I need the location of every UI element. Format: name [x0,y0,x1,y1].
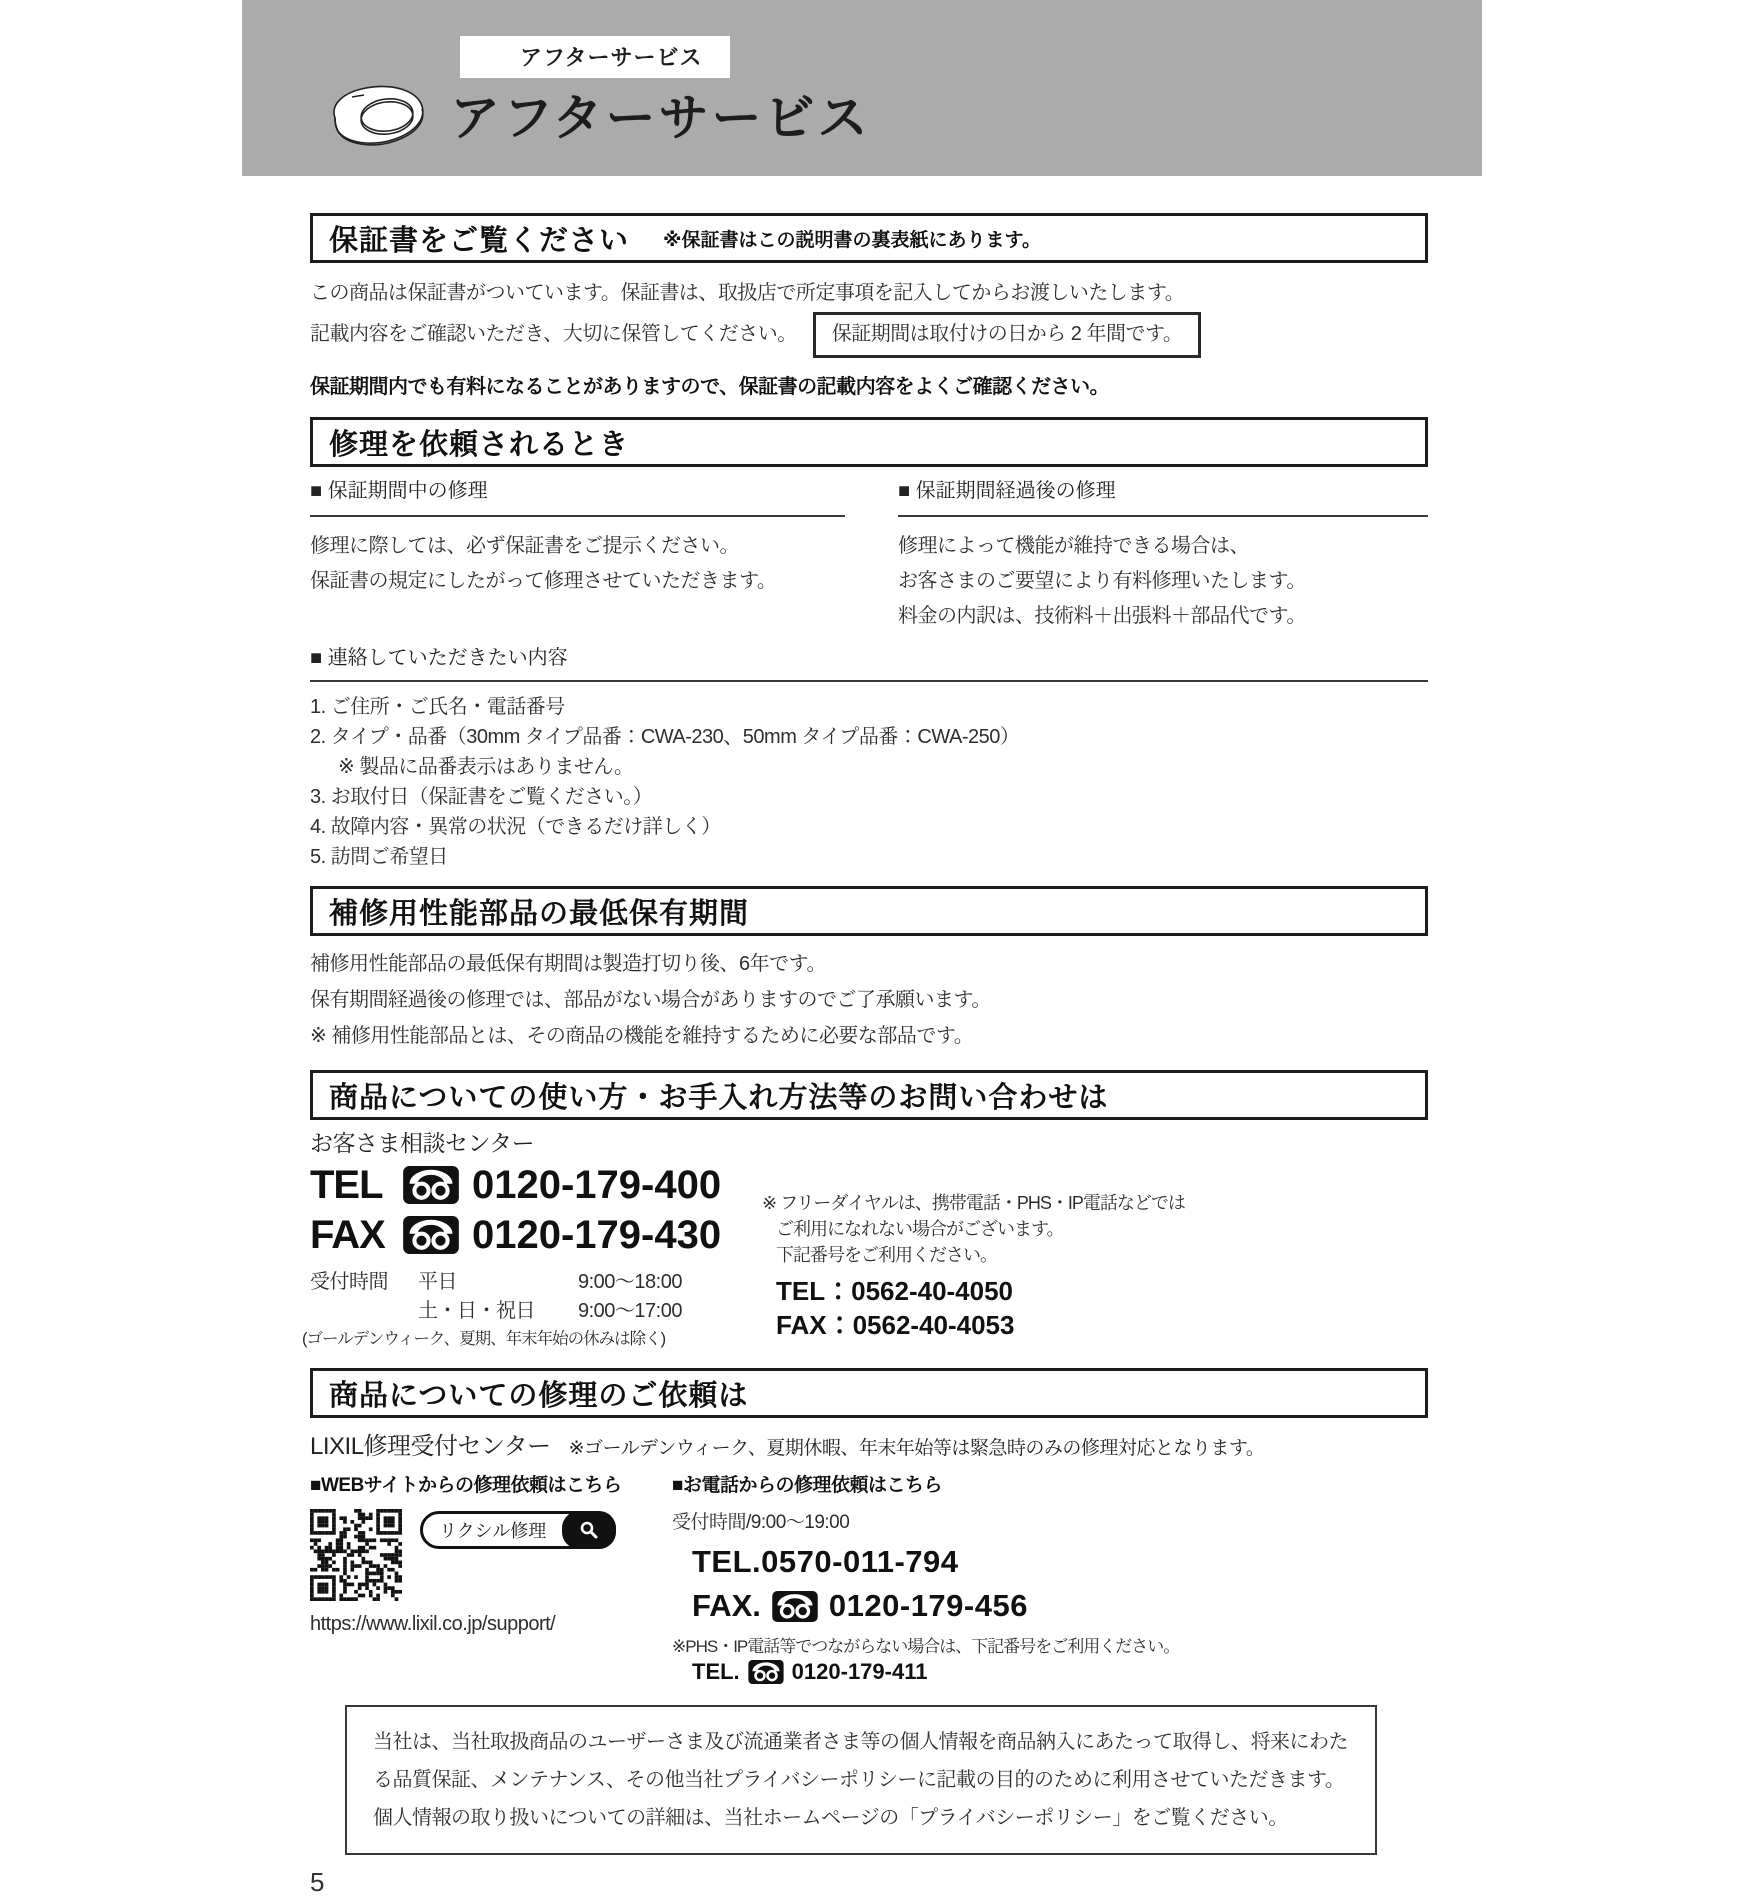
repair-col1-line: 保証書の規定にしたがって修理させていただきます。 [310,570,777,592]
parts-line: 補修用性能部品の最低保有期間は製造打切り後、6年です。 [310,953,827,975]
contact-list-item: 5. 訪問ご希望日 [310,846,448,868]
repair-col1-line: 修理に際しては、必ず保証書をご提示ください。 [310,535,739,557]
contact-list-item: 1. ご住所・ご氏名・電話番号 [310,696,565,718]
repair-heading: 修理を依頼されるとき [329,428,630,461]
contact-list-item: 2. タイプ・品番（30mm タイプ品番：CWA-230、50mm タイプ品番：CWA-250） [310,726,1020,748]
contact-list-item: 4. 故障内容・異常の状況（できるだけ詳しく） [310,816,721,838]
search-button [562,1511,616,1549]
parts-heading: 補修用性能部品の最低保有期間 [329,897,750,930]
qr-row [310,1509,672,1601]
tel-number: 0120-179-400 [472,1162,722,1207]
warranty-period-box: 保証期間は取付けの日から 2 年間です。 [813,312,1202,358]
warranty-line2: 記載内容をご確認いただき、大切に保管してください。 [310,323,797,345]
freedial-icon [402,1166,460,1204]
search-icon [579,1520,599,1540]
contact-list-note: ※ 製品に品番表示はありません。 [338,756,634,778]
section-heading-inquiry [310,1070,1428,1120]
section-heading-repair [310,417,1428,467]
section-heading-warranty [310,213,1428,263]
header-title-row [322,78,871,150]
repair-col2-line: 料金の内訳は、技術料＋出張料＋部品代です。 [898,605,1306,627]
fax-number: 0120-179-430 [472,1212,722,1257]
section-heading-repair-request [310,1368,1428,1418]
privacy-line: 個人情報の取り扱いについての詳細は、当社ホームページの「プライバシーポリシー」をご覧ください。 [373,1807,1288,1829]
repair-fax-row [692,1588,1428,1624]
alt-fax-number: FAX：0562-40-4053 [776,1310,1015,1340]
freedial-icon [402,1216,460,1254]
freedial-icon [771,1591,819,1622]
hours-weekend-label: 土・日・祝日 [418,1300,535,1322]
parts-line: ※ 補修用性能部品とは、その商品の機能を維持するために必要な部品です。 [310,1025,974,1047]
lixil-center-note: ※ゴールデンウィーク、夏期休暇、年末年始等は緊急時のみの修理対応となります。 [568,1438,1265,1459]
freedial-note-line: ※ フリーダイヤルは、携帯電話・PHS・IP電話などでは [762,1193,1185,1213]
fax-label: FAX [310,1212,385,1257]
freedial-note-line: 下記番号をご利用ください。 [776,1245,997,1265]
warranty-paragraph [310,275,1428,358]
repair-tel-number: TEL.0570-011-794 [692,1544,959,1579]
section-tab-label: アフターサービス [520,45,703,70]
repair-column-after-warranty [898,477,1428,634]
section-heading-parts [310,886,1428,936]
repair-col2-line: お客さまのご要望により有料修理いたします。 [898,570,1306,592]
freedial-note-block [762,1190,1402,1342]
warranty-heading-note: ※保証書はこの説明書の裏表紙にあります。 [663,229,1041,251]
freedial-icon [748,1660,784,1684]
phone-request-note: ※PHS・IP電話等でつながらない場合は、下記番号をご利用ください。 [672,1637,1180,1656]
content-column [302,213,1428,1898]
repair-request-columns [310,1473,1428,1685]
repair-columns [310,477,1428,634]
warranty-line2-row [310,312,1428,358]
warranty-heading: 保証書をご覧ください [329,224,630,257]
repair-request-heading: 商品についての修理のご依頼は [329,1379,749,1412]
privacy-notice-box [345,1705,1377,1855]
alt-tel-number: TEL：0562-40-4050 [776,1276,1014,1306]
repair-alt-tel-number: 0120-179-411 [791,1659,928,1684]
warranty-line1: この商品は保証書がついています。保証書は、取扱店で所定事項を記入してからお渡しいたします。 [310,282,1185,304]
inquiry-contact-block [302,1128,1428,1352]
phone-request-hours: 受付時間/9:00～19:00 [672,1512,850,1533]
repair-col2-title: ■ 保証期間経過後の修理 [898,480,1116,502]
lixil-center-name: LIXIL修理受付センター [310,1433,551,1460]
lixil-center-row [310,1426,1428,1461]
parts-paragraph [310,946,1428,1054]
web-request-column [310,1473,672,1685]
hours-weekend-time: 9:00～17:00 [578,1300,682,1322]
header-banner [242,0,1482,176]
hours-note: (ゴールデンウィーク、夏期、年末年始の休みは除く) [302,1330,666,1348]
repair-fax-label: FAX. [692,1588,761,1623]
section-tab [460,36,730,78]
contact-list-item: 3. お取付日（保証書をご覧ください。） [310,786,653,808]
search-pill [420,1511,616,1549]
support-url[interactable]: https://www.lixil.co.jp/support/ [310,1613,556,1635]
repair-col2-line: 修理によって機能が維持できる場合は、 [898,535,1249,557]
hours-label: 受付時間 [310,1271,388,1293]
page-title: アフターサービス [450,90,871,146]
privacy-line: る品質保証、メンテナンス、その他当社プライバシーポリシーに記載の目的のために利用させていただきます。 [373,1769,1345,1791]
repair-alt-tel-row [692,1659,1428,1685]
web-request-title: ■WEBサイトからの修理依頼はこちら [310,1475,622,1496]
privacy-line: 当社は、当社取扱商品のユーザーさま及び流通業者さま等の個人情報を商品納入にあたって取得し、将来にわた [373,1731,1348,1753]
toilet-seat-icon [322,80,432,148]
qr-code [310,1509,402,1601]
repair-column-in-warranty [310,477,845,634]
hours-weekday-label: 平日 [418,1271,457,1293]
divider [310,680,1428,682]
inquiry-heading: 商品についての使い方・お手入れ方法等のお問い合わせは [329,1081,1109,1114]
parts-line: 保有期間経過後の修理では、部品がない場合がありますのでご了承願います。 [310,989,991,1011]
hours-weekday-time: 9:00～18:00 [578,1271,682,1293]
divider [898,515,1428,517]
tel-label: TEL [310,1162,383,1207]
page-number: 5 [310,1867,325,1897]
contact-info-block [310,644,1428,872]
repair-col1-title: ■ 保証期間中の修理 [310,480,488,502]
repair-fax-number: 0120-179-456 [828,1588,1028,1623]
repair-alt-tel-label: TEL. [692,1659,740,1684]
freedial-note-line: ご利用になれない場合がございます。 [776,1219,1064,1239]
customer-center-name: お客さま相談センター [310,1130,535,1156]
contact-info-title: ■ 連絡していただきたい内容 [310,647,568,669]
phone-request-column [672,1473,1428,1685]
divider [310,515,845,517]
phone-request-title: ■お電話からの修理依頼はこちら [672,1475,942,1496]
search-keyword: リクシル修理 [439,1521,547,1541]
warranty-caution: 保証期間内でも有料になることがありますので、保証書の記載内容をよくご確認ください。 [310,376,1110,398]
